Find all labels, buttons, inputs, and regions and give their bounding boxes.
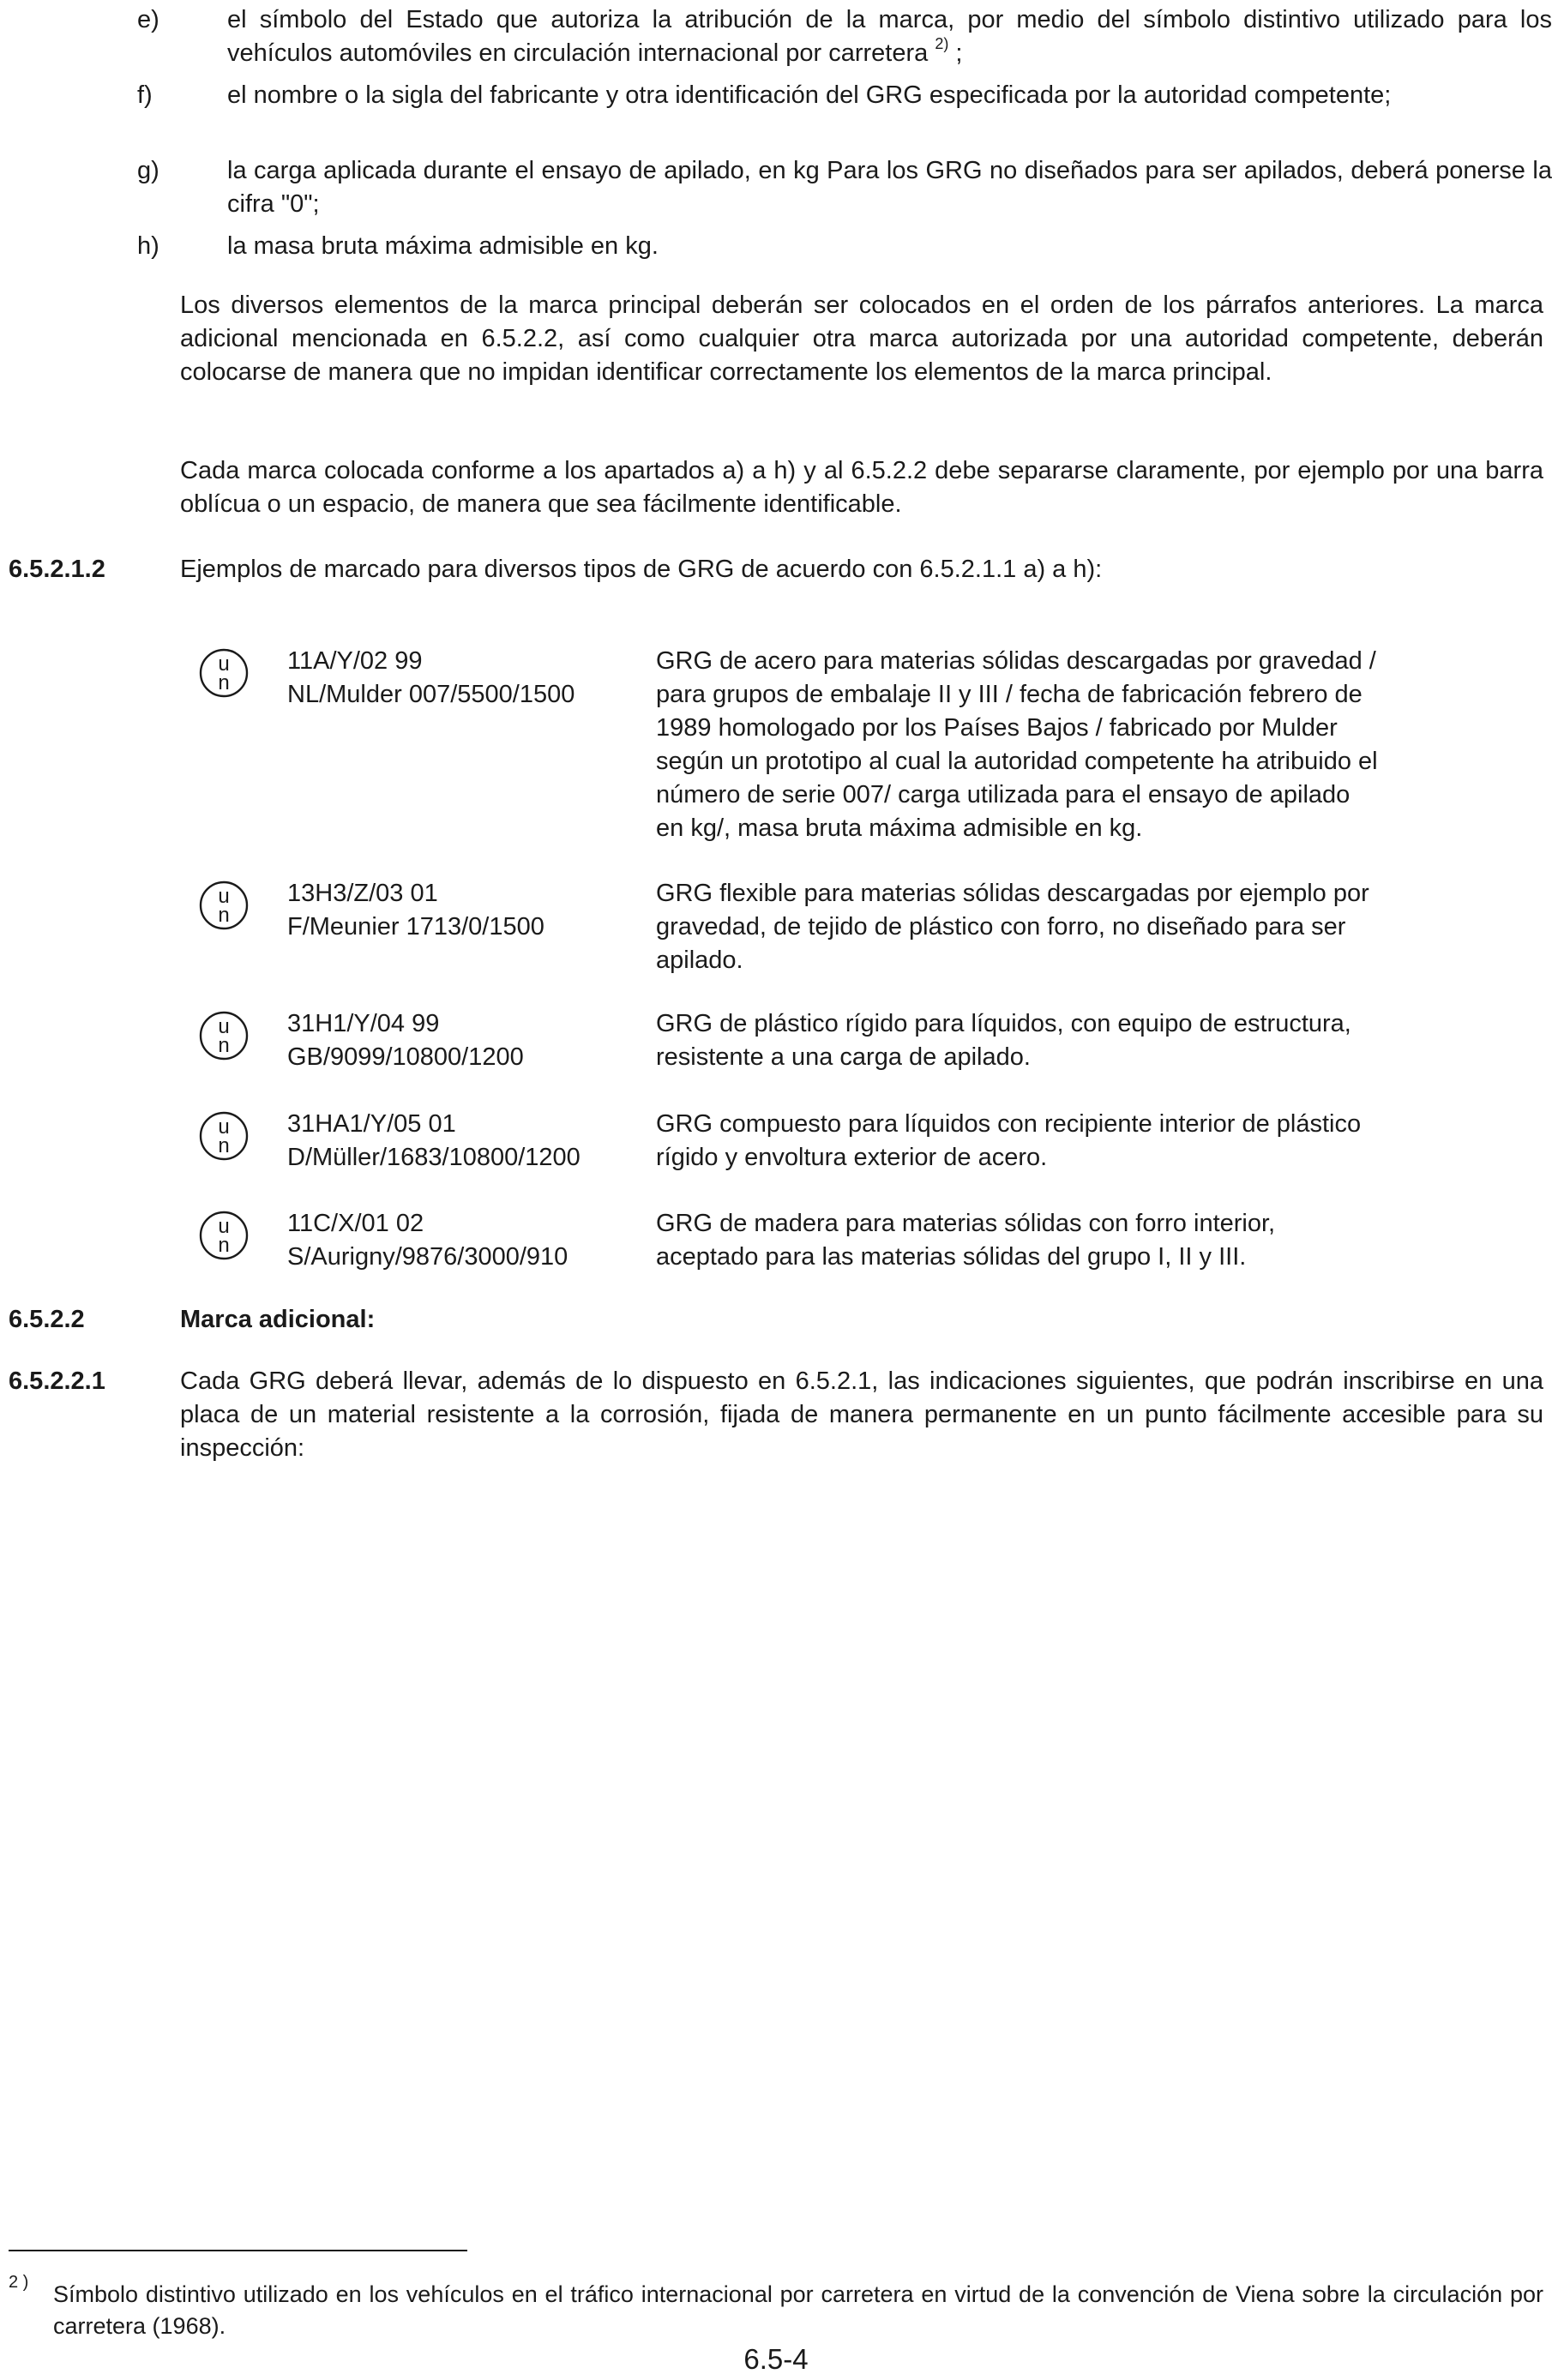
section-heading: Marca adicional:: [180, 1306, 376, 1333]
list-item-text: la carga aplicada durante el ensayo de apilado, en kg Para los GRG no diseñados para ser apilados, deberá ponerse la cifra "0";: [227, 157, 1552, 218]
svg-text:u: u: [218, 1115, 230, 1139]
un-symbol-icon: [199, 648, 249, 698]
marking-description: GRG compuesto para líquidos con recipiente interior de plástico rígido y envoltura exterior de acero.: [656, 1110, 1362, 1171]
svg-text:u: u: [218, 885, 230, 908]
marking-description: GRG de madera para materias sólidas con forro interior, aceptado para las materias sólidas del grupo I, II y III.: [656, 1210, 1276, 1271]
footnote-divider: [9, 2250, 467, 2251]
svg-text:n: n: [218, 1134, 230, 1157]
svg-text:n: n: [218, 1234, 230, 1257]
section-number: 6.5.2.2.1: [9, 1367, 105, 1395]
un-symbol-icon: [199, 1011, 249, 1061]
svg-text:n: n: [218, 671, 230, 694]
marking-description: GRG flexible para materias sólidas descargadas por ejemplo por gravedad, de tejido de plástico con forro, no diseñado para ser apilado.: [656, 880, 1369, 974]
section-number: 6.5.2.1.2: [9, 556, 105, 583]
marking-description: GRG de plástico rígido para líquidos, con equipo de estructura, resistente a una carga de apilado.: [656, 1010, 1351, 1071]
list-item-label: g): [137, 157, 159, 184]
svg-text:n: n: [218, 1034, 230, 1057]
footnote-mark: 2 ): [9, 2273, 29, 2292]
list-item-label: h): [137, 232, 159, 260]
list-item-label: f): [137, 81, 153, 109]
svg-text:u: u: [218, 1215, 230, 1238]
marking-code: 31H1/Y/04 99 GB/9099/10800/1200: [287, 1010, 524, 1071]
marking-code: 11C/X/01 02 S/Aurigny/9876/3000/910: [287, 1210, 568, 1271]
footnote-text: Símbolo distintivo utilizado en los vehículos en el tráfico internacional por carretera en virtud de la convención de Viena sobre la circulación por carretera (1968).: [53, 2281, 1543, 2339]
svg-text:n: n: [218, 904, 230, 927]
un-symbol-icon: [199, 1111, 249, 1161]
paragraph-marking-order: Los diversos elementos de la marca principal deberán ser colocados en el orden de los párrafos anteriores. La marca adicional mencionada en 6.5.2.2, así como cualquier otra marca autorizada por una autoridad competente, deberán colocarse de manera que no impidan identificar correctamente los elementos de la marca principal.: [180, 291, 1543, 386]
marking-code: 13H3/Z/03 01 F/Meunier 1713/0/1500: [287, 880, 544, 941]
list-item-text: el nombre o la sigla del fabricante y otra identificación del GRG especificada por la autoridad competente;: [227, 81, 1392, 109]
svg-text:u: u: [218, 652, 230, 676]
page-number: 6.5-4: [743, 2343, 809, 2375]
marking-description: GRG de acero para materias sólidas descargadas por gravedad / para grupos de embalaje II y III / fecha de fabricación febrero de 1989 homologado por los Países Bajos / fabricado por Mulder según un prototipo al cual la autoridad competente ha atribuido el número de serie 007/ carga utilizada para el ensayo de apilado en kg/, masa bruta máxima admisible en kg.: [656, 647, 1378, 842]
un-symbol-icon: [199, 1211, 249, 1260]
section-number: 6.5.2.2: [9, 1306, 85, 1333]
un-symbol-icon: [199, 880, 249, 930]
marking-code: 31HA1/Y/05 01 D/Müller/1683/10800/1200: [287, 1110, 580, 1171]
paragraph-marking-separation: Cada marca colocada conforme a los apartados a) a h) y al 6.5.2.2 debe separarse claramente, por ejemplo por una barra oblícua o un espacio, de manera que sea fácilmente identificable.: [180, 457, 1543, 518]
marking-code: 11A/Y/02 99 NL/Mulder 007/5500/1500: [287, 647, 575, 708]
section-text: Ejemplos de marcado para diversos tipos de GRG de acuerdo con 6.5.2.1.1 a) a h):: [180, 556, 1103, 583]
svg-text:u: u: [218, 1015, 230, 1038]
list-item-text: el símbolo del Estado que autoriza la atribución de la marca, por medio del símbolo distintivo utilizado para los vehículos automóviles en circulación internacional por carretera $^{2)}$ ;: [227, 6, 1552, 67]
section-text: Cada GRG deberá llevar, además de lo dispuesto en 6.5.2.1, las indicaciones siguientes, que podrán inscribirse en una placa de un material resistente a la corrosión, fijada de manera permanente en un punto fácilmente accesible para su inspección:: [180, 1367, 1543, 1462]
footnote-ref: 2): [935, 35, 949, 52]
list-item-label: e): [137, 6, 159, 33]
list-item-text: la masa bruta máxima admisible en kg.: [227, 232, 659, 260]
